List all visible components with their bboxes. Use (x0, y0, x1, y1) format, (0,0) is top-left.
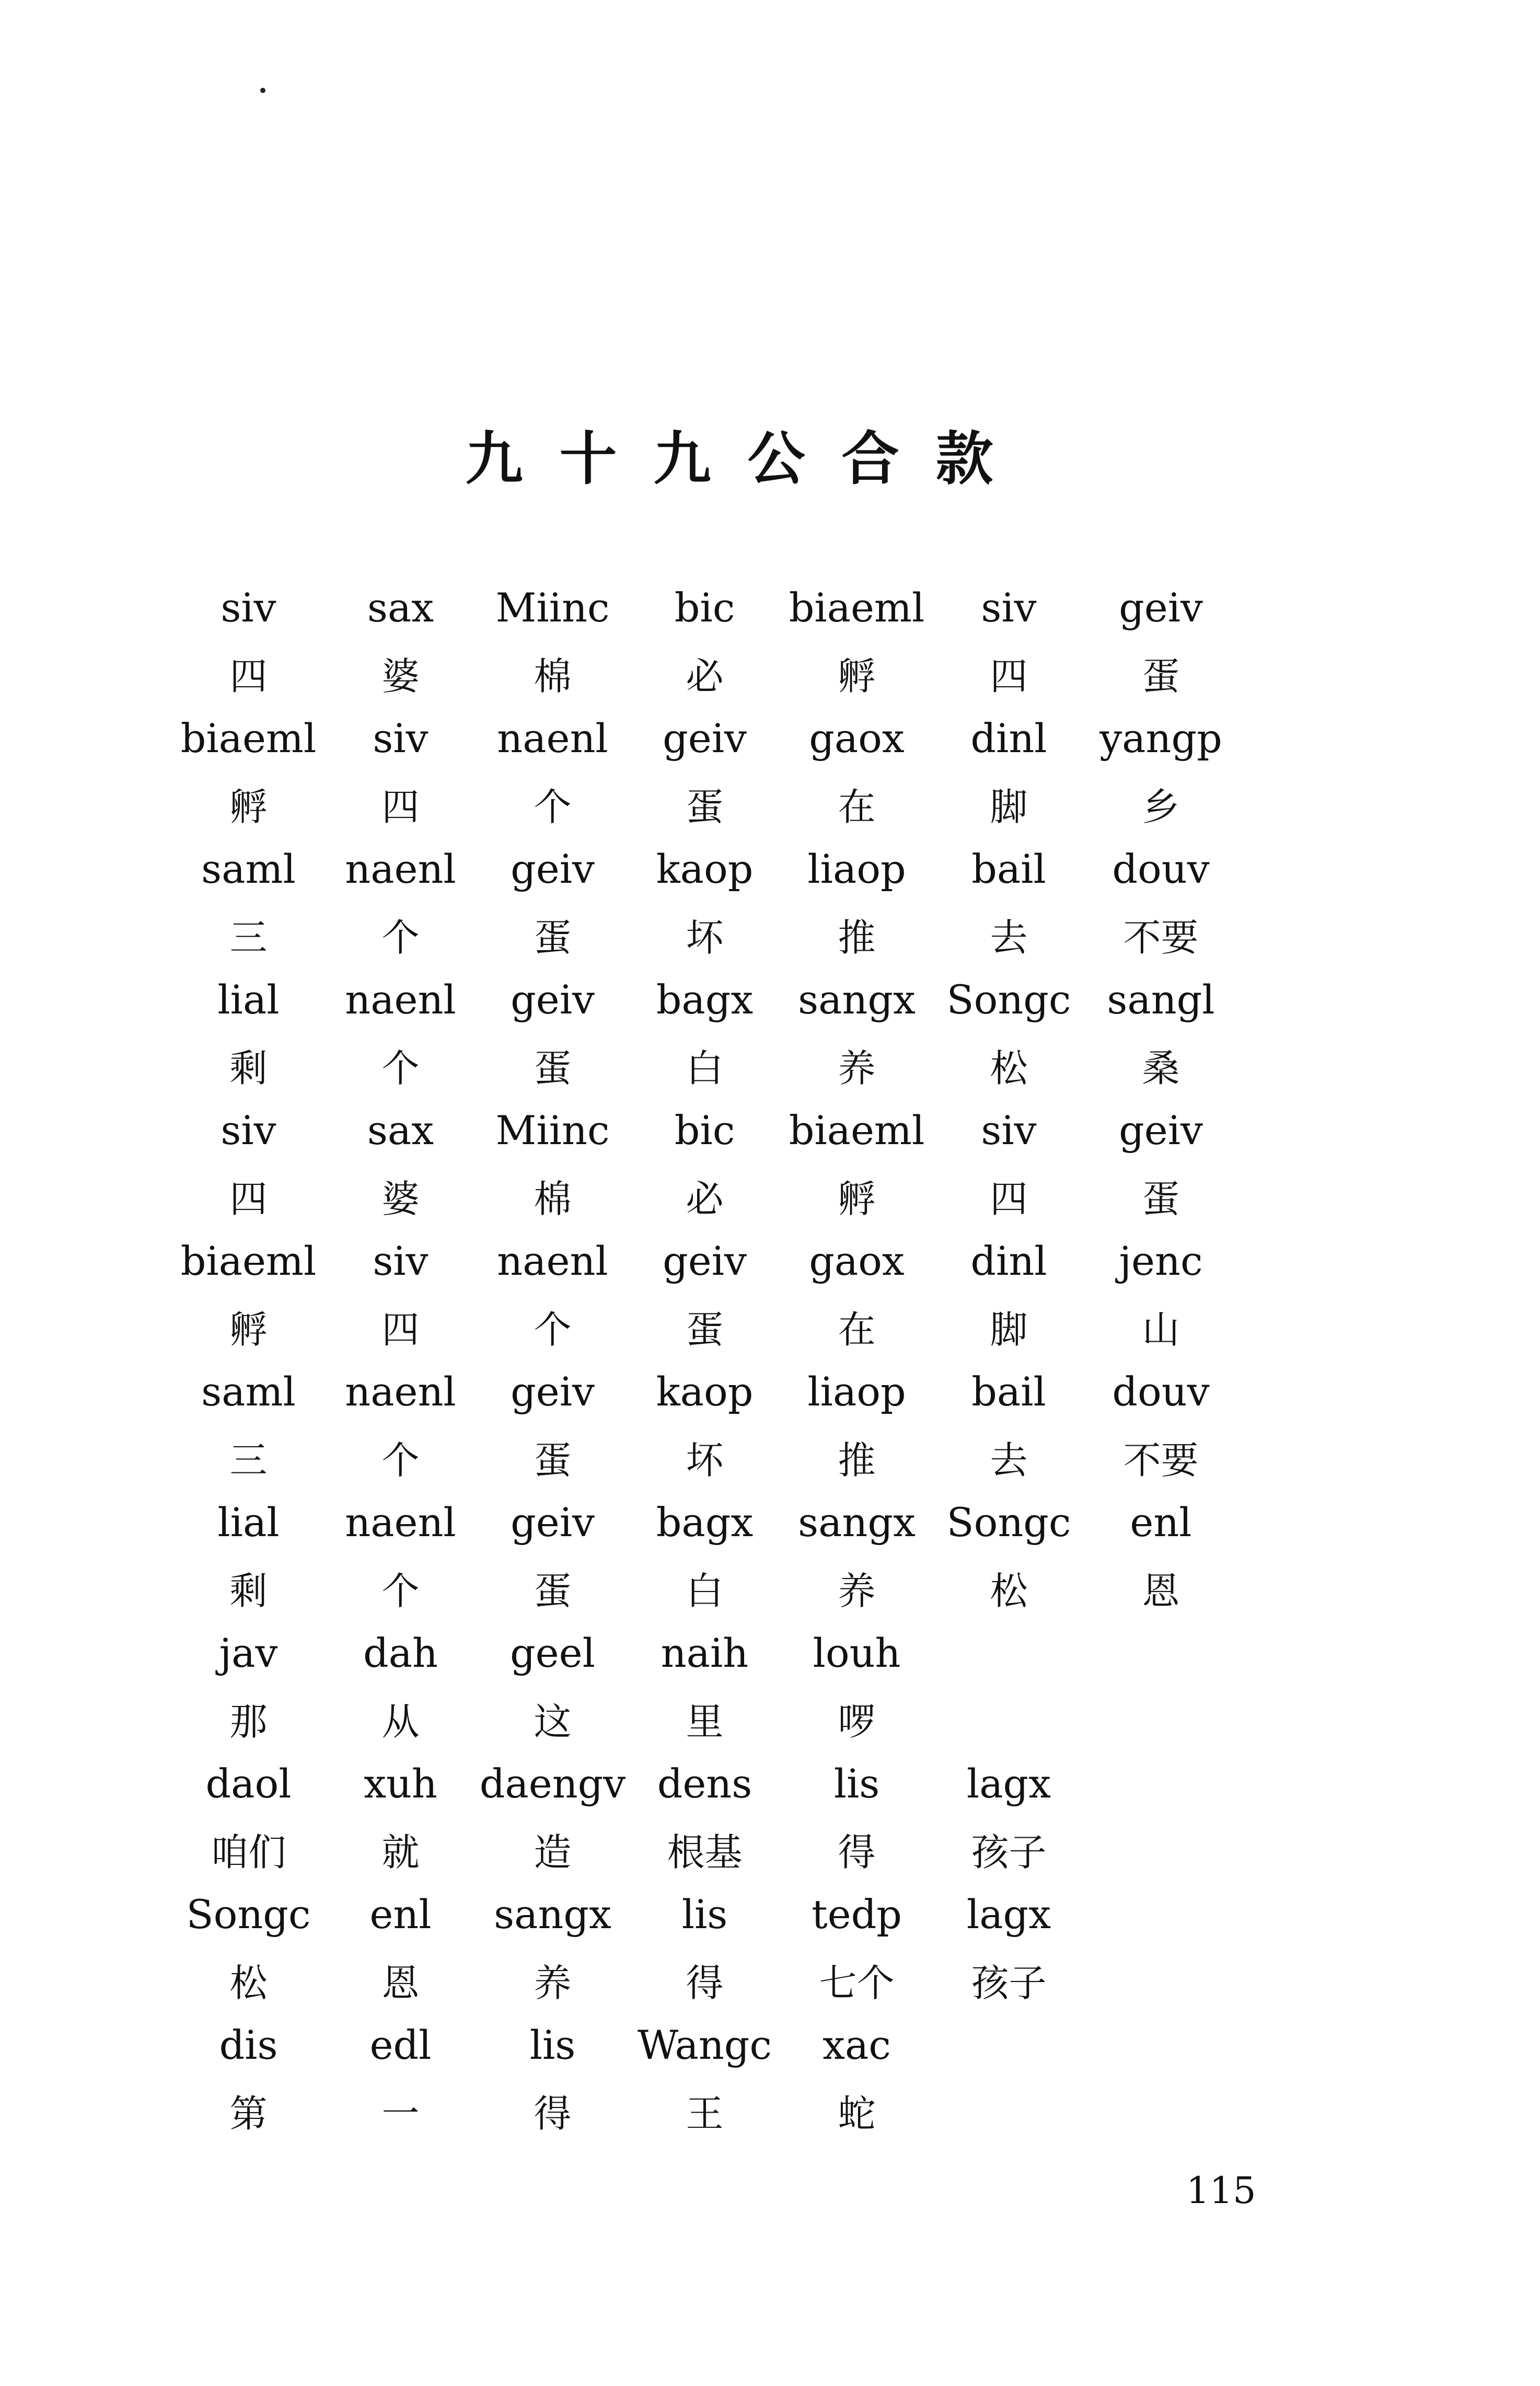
chinese-gloss-word: 松 (990, 1046, 1028, 1090)
chinese-gloss-word: 个 (534, 785, 572, 829)
chinese-gloss-word: 得 (534, 2091, 572, 2136)
kam-word: geiv (511, 1499, 595, 1546)
kam-word: Songc (186, 1891, 311, 1938)
page-title: 九十九公合款 (465, 425, 1030, 492)
kam-word: lis (529, 2022, 576, 2068)
kam-word: jenc (1119, 1238, 1203, 1284)
kam-word: yangp (1099, 715, 1222, 762)
kam-word: geiv (663, 1238, 747, 1284)
kam-word: bagx (656, 976, 754, 1023)
kam-text-line (172, 1490, 1238, 1555)
chinese-gloss-line (172, 1555, 1238, 1620)
chinese-gloss-word: 蛋 (534, 1438, 572, 1482)
chinese-gloss-word: 剩 (229, 1046, 268, 1090)
kam-word: enl (1130, 1499, 1192, 1546)
kam-word: saml (201, 846, 296, 892)
chinese-gloss-word: 蛋 (534, 1569, 572, 1613)
chinese-gloss-word: 三 (229, 915, 268, 960)
kam-word: naenl (345, 846, 456, 892)
kam-word: siv (373, 715, 429, 762)
chinese-gloss-line (172, 902, 1238, 967)
kam-word: gaox (809, 1238, 905, 1284)
kam-word: Miinc (495, 1107, 610, 1154)
page-number: 115 (1186, 2169, 1256, 2212)
kam-word: louh (813, 1630, 901, 1676)
chinese-gloss-word: 棉 (534, 654, 572, 698)
kam-word: naenl (497, 715, 608, 762)
kam-word: sangx (798, 976, 916, 1023)
chinese-gloss-word: 孵 (838, 654, 876, 698)
kam-word: lis (833, 1760, 880, 1807)
chinese-gloss-line (172, 2078, 1238, 2143)
kam-word: xac (823, 2022, 891, 2068)
kam-word: bagx (656, 1499, 754, 1546)
kam-word: saml (201, 1368, 296, 1415)
kam-word: daol (205, 1760, 292, 1807)
chinese-gloss-word: 四 (229, 1177, 268, 1221)
chinese-gloss-line (172, 1947, 1238, 2012)
kam-word: sax (367, 1107, 434, 1154)
kam-word: bail (971, 1368, 1046, 1415)
kam-word: biaeml (180, 715, 317, 762)
chinese-gloss-word: 七个 (819, 1961, 895, 2005)
chinese-gloss-word: 推 (838, 1438, 876, 1482)
kam-word: bic (674, 584, 735, 631)
chinese-gloss-line (172, 1816, 1238, 1882)
kam-word: siv (981, 584, 1037, 631)
kam-word: biaeml (789, 1107, 925, 1154)
kam-word: sax (367, 584, 434, 631)
kam-word: geiv (511, 846, 595, 892)
kam-text-line (172, 1751, 1238, 1816)
chinese-gloss-word: 蛋 (1142, 1177, 1180, 1221)
chinese-gloss-word: 孵 (838, 1177, 876, 1221)
kam-word: lial (217, 1499, 280, 1546)
chinese-gloss-word: 四 (990, 654, 1028, 698)
chinese-gloss-word: 个 (381, 1438, 420, 1482)
kam-word: dinl (970, 1238, 1047, 1284)
chinese-gloss-word: 孩子 (971, 1961, 1047, 2005)
kam-word: dinl (970, 715, 1047, 762)
chinese-gloss-word: 孵 (229, 785, 268, 829)
chinese-gloss-line (172, 1294, 1238, 1359)
kam-word: jav (219, 1630, 278, 1676)
chinese-gloss-word: 造 (534, 1830, 572, 1874)
chinese-gloss-line (172, 1424, 1238, 1490)
kam-word: geiv (511, 1368, 595, 1415)
chinese-gloss-word: 孩子 (971, 1830, 1047, 1874)
kam-word: siv (221, 1107, 276, 1154)
kam-word: siv (981, 1107, 1037, 1154)
chinese-gloss-word: 根基 (667, 1830, 743, 1874)
kam-word: geiv (1119, 1107, 1203, 1154)
kam-word: naenl (345, 1368, 456, 1415)
chinese-gloss-word: 王 (686, 2091, 724, 2136)
kam-word: bail (971, 846, 1046, 892)
chinese-gloss-word: 桑 (1142, 1046, 1180, 1090)
kam-word: geel (510, 1630, 595, 1676)
chinese-gloss-word: 去 (990, 1438, 1028, 1482)
chinese-gloss-word: 养 (838, 1046, 876, 1090)
kam-text-line (172, 1882, 1238, 1947)
kam-word: geiv (663, 715, 747, 762)
kam-word: daengv (479, 1760, 626, 1807)
chinese-gloss-word: 脚 (990, 785, 1028, 829)
chinese-gloss-word: 就 (381, 1830, 420, 1874)
kam-word: kaop (656, 1368, 754, 1415)
kam-word: liaop (807, 846, 906, 892)
kam-text-line (172, 706, 1238, 771)
chinese-gloss-word: 得 (838, 1830, 876, 1874)
kam-word: lagx (966, 1891, 1051, 1938)
chinese-gloss-word: 啰 (838, 1699, 876, 1744)
chinese-gloss-word: 养 (534, 1961, 572, 2005)
chinese-gloss-word: 里 (686, 1699, 724, 1744)
chinese-gloss-word: 在 (838, 1307, 876, 1352)
kam-word: enl (369, 1891, 432, 1938)
chinese-gloss-word: 从 (381, 1699, 420, 1744)
kam-word: liaop (807, 1368, 906, 1415)
chinese-gloss-word: 棉 (534, 1177, 572, 1221)
chinese-gloss-word: 个 (381, 1046, 420, 1090)
kam-word: tedp (812, 1891, 902, 1938)
kam-word: Wangc (638, 2022, 772, 2068)
chinese-gloss-word: 个 (381, 915, 420, 960)
kam-word: gaox (809, 715, 905, 762)
kam-word: bic (674, 1107, 735, 1154)
interlinear-gloss-text (172, 575, 1238, 2143)
kam-word: lagx (966, 1760, 1051, 1807)
kam-word: xuh (364, 1760, 437, 1807)
kam-word: sangx (494, 1891, 611, 1938)
chinese-gloss-word: 在 (838, 785, 876, 829)
kam-word: Songc (946, 1499, 1071, 1546)
kam-text-line (172, 575, 1238, 640)
chinese-gloss-word: 婆 (381, 654, 420, 698)
chinese-gloss-word: 蛋 (686, 785, 724, 829)
chinese-gloss-word: 必 (686, 654, 724, 698)
chinese-gloss-word: 一 (381, 2091, 420, 2136)
chinese-gloss-word: 坏 (686, 1438, 724, 1482)
chinese-gloss-word: 四 (990, 1177, 1028, 1221)
chinese-gloss-word: 坏 (686, 915, 724, 960)
chinese-gloss-word: 蛋 (534, 915, 572, 960)
chinese-gloss-word: 这 (534, 1699, 572, 1744)
chinese-gloss-word: 得 (686, 1961, 724, 2005)
chinese-gloss-word: 四 (381, 785, 420, 829)
chinese-gloss-word: 必 (686, 1177, 724, 1221)
chinese-gloss-line (172, 1032, 1238, 1098)
kam-text-line (172, 1620, 1238, 1686)
chinese-gloss-word: 孵 (229, 1307, 268, 1352)
chinese-gloss-line (172, 640, 1238, 706)
kam-text-line (172, 1228, 1238, 1294)
chinese-gloss-word: 个 (381, 1569, 420, 1613)
kam-word: dis (219, 2022, 278, 2068)
chinese-gloss-word: 白 (686, 1046, 724, 1090)
chinese-gloss-word: 四 (381, 1307, 420, 1352)
chinese-gloss-word: 推 (838, 915, 876, 960)
scan-speck (260, 88, 265, 93)
kam-word: naenl (345, 976, 456, 1023)
kam-word: dah (363, 1630, 438, 1676)
chinese-gloss-word: 不要 (1123, 1438, 1199, 1482)
chinese-gloss-word: 咱们 (211, 1830, 286, 1874)
kam-word: douv (1112, 1368, 1210, 1415)
chinese-gloss-word: 剩 (229, 1569, 268, 1613)
kam-text-line (172, 1359, 1238, 1424)
kam-word: geiv (1119, 584, 1203, 631)
chinese-gloss-word: 不要 (1123, 915, 1199, 960)
kam-word: sangl (1107, 976, 1215, 1023)
chinese-gloss-word: 恩 (1142, 1569, 1180, 1613)
chinese-gloss-word: 养 (838, 1569, 876, 1613)
chinese-gloss-line (172, 1163, 1238, 1228)
kam-word: siv (373, 1238, 429, 1284)
kam-text-line (172, 836, 1238, 902)
kam-word: Songc (946, 976, 1071, 1023)
chinese-gloss-word: 去 (990, 915, 1028, 960)
kam-word: douv (1112, 846, 1210, 892)
kam-word: geiv (511, 976, 595, 1023)
kam-word: dens (657, 1760, 752, 1807)
chinese-gloss-word: 第 (229, 2091, 268, 2136)
kam-word: sangx (798, 1499, 916, 1546)
chinese-gloss-word: 松 (229, 1961, 268, 2005)
kam-word: naih (661, 1630, 749, 1676)
chinese-gloss-word: 恩 (381, 1961, 420, 2005)
chinese-gloss-word: 脚 (990, 1307, 1028, 1352)
chinese-gloss-word: 个 (534, 1307, 572, 1352)
chinese-gloss-word: 三 (229, 1438, 268, 1482)
kam-word: siv (221, 584, 276, 631)
chinese-gloss-word: 蛇 (838, 2091, 876, 2136)
kam-word: biaeml (180, 1238, 317, 1284)
chinese-gloss-word: 蛋 (686, 1307, 724, 1352)
chinese-gloss-word: 那 (229, 1699, 268, 1744)
chinese-gloss-line (172, 771, 1238, 836)
kam-text-line (172, 2012, 1238, 2078)
kam-word: naenl (345, 1499, 456, 1546)
chinese-gloss-word: 松 (990, 1569, 1028, 1613)
chinese-gloss-word: 四 (229, 654, 268, 698)
kam-word: edl (369, 2022, 432, 2068)
chinese-gloss-word: 蛋 (1142, 654, 1180, 698)
kam-word: kaop (656, 846, 754, 892)
chinese-gloss-word: 白 (686, 1569, 724, 1613)
chinese-gloss-line (172, 1686, 1238, 1751)
kam-word: lial (217, 976, 280, 1023)
chinese-gloss-word: 乡 (1142, 785, 1180, 829)
chinese-gloss-word: 山 (1142, 1307, 1180, 1352)
chinese-gloss-word: 婆 (381, 1177, 420, 1221)
kam-word: Miinc (495, 584, 610, 631)
kam-word: biaeml (789, 584, 925, 631)
kam-text-line (172, 967, 1238, 1032)
kam-word: lis (681, 1891, 728, 1938)
kam-word: naenl (497, 1238, 608, 1284)
kam-text-line (172, 1098, 1238, 1163)
chinese-gloss-word: 蛋 (534, 1046, 572, 1090)
